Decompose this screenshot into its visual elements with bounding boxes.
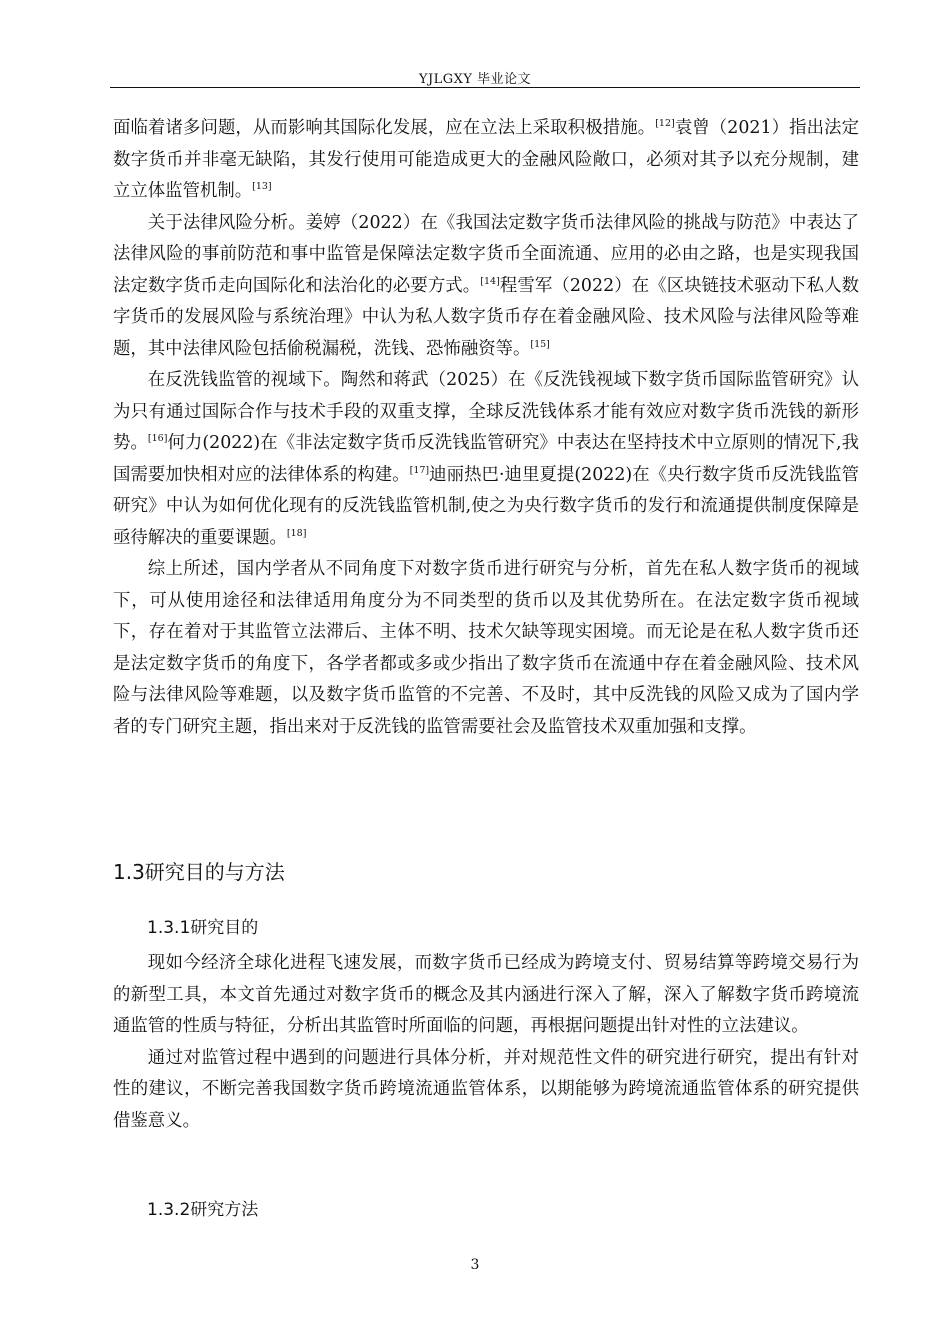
paragraph-text: 袁曾（2021）指出法定数字货币并非毫无缺陷，其发行使用可能造成更大的金融风险敞口，必须对其予以充分规制，建立立体监管机制。 <box>113 118 859 201</box>
purpose-body <box>113 948 859 1137</box>
citation-ref: [18] <box>286 527 307 539</box>
header-title: YJLGXY 毕业论文 <box>418 72 532 87</box>
page-number: 3 <box>470 1257 480 1273</box>
paragraph-text: 在反洗钱监管的视域下。陶然和蒋武（2025）在《反洗钱视域下数字货币国际监管研究》认为只有通过国际合作与技术手段的双重支撑，全球反洗钱体系才能有效应对数字货币洗钱的新形势。 <box>113 370 859 453</box>
paragraph-purpose-2: 通过对监管过程中遇到的问题进行具体分析，并对规范性文件的研究进行研究，提出有针对性的建议，不断完善我国数字货币跨境流通监管体系，以期能够为跨境流通监管体系的研究提供借鉴意义。 <box>113 1047 859 1131</box>
citation-ref: [16] <box>147 433 168 444</box>
subsection-heading-purpose: 1.3.1研究目的 <box>147 918 259 938</box>
paragraph-continued <box>113 113 859 208</box>
paragraph-purpose-1: 现如今经济全球化进程飞速发展，而数字货币已经成为跨境支付、贸易结算等跨境交易行为的新型工具，本文首先通过对数字货币的概念及其内涵进行深入了解，深入了解数字货币跨境流通监管的性质与特征，分析出其监管时所面临的问题，再根据问题提出针对性的立法建议。 <box>113 953 859 1036</box>
citation-ref: [14] <box>480 275 500 287</box>
paragraph-text: 何力(2022)在《非法定数字货币反洗钱监管研究》中表达在坚持技术中立原则的情况下,我国需要加快相对应的法律体系的构建。 <box>113 433 859 485</box>
section-heading: 1.3研究目的与方法 <box>113 860 285 884</box>
citation-ref: [17] <box>409 464 430 476</box>
subsection-heading-method: 1.3.2研究方法 <box>147 1200 259 1220</box>
paragraph-text: 程雪军（2022）在《区块链技术驱动下私人数字货币的发展风险与系统治理》中认为私人数字货币存在着金融风险、技术风险与法律风险等难题，其中法律风险包括偷税漏税，洗钱、恐怖融资等。 <box>113 275 859 359</box>
paragraph-aml <box>113 365 859 554</box>
citation-ref: [12] <box>655 118 675 129</box>
paragraph-summary: 综上所述，国内学者从不同角度下对数字货币进行研究与分析，首先在私人数字货币的视域下，可从使用途径和法律适用角度分为不同类型的货币以及其优势所在。在法定数字货币视域下，存在着对于其监管立法滞后、主体不明、技术欠缺等现实困境。而无论是在私人数字货币还是法定数字货币的角度下，各学者都或多或少指出了数字货币在流通中存在着金融风险、技术风险与法律风险等难题，以及数字货币监管的不完善、不及时，其中反洗钱的风险又成为了国内学者的专门研究主题，指出来对于反洗钱的监管需要社会及监管技术双重加强和支撑。 <box>113 559 859 737</box>
paragraph-text: 面临着诸多问题，从而影响其国际化发展，应在立法上采取积极措施。 <box>113 118 656 138</box>
citation-ref: [13] <box>252 181 272 192</box>
paragraph-text: 迪丽热巴·迪里夏提(2022)在《央行数字货币反洗钱监管研究》中认为如何优化现有的反洗钱监管机制,使之为央行数字货币的发行和流通提供制度保障是亟待解决的重要课题。 <box>113 464 859 548</box>
body-continuation <box>113 113 859 743</box>
paragraph-text: 关于法律风险分析。姜婷（2022）在《我国法定数字货币法律风险的挑战与防范》中表达了法律风险的事前防范和事中监管是保障法定数字货币全面流通、应用的必由之路，也是实现我国法定数字货币走向国际化和法治化的必要方式。 <box>113 212 859 296</box>
header-divider <box>110 87 860 88</box>
paragraph-legal-risk <box>113 208 859 366</box>
citation-ref: [15] <box>530 338 550 350</box>
